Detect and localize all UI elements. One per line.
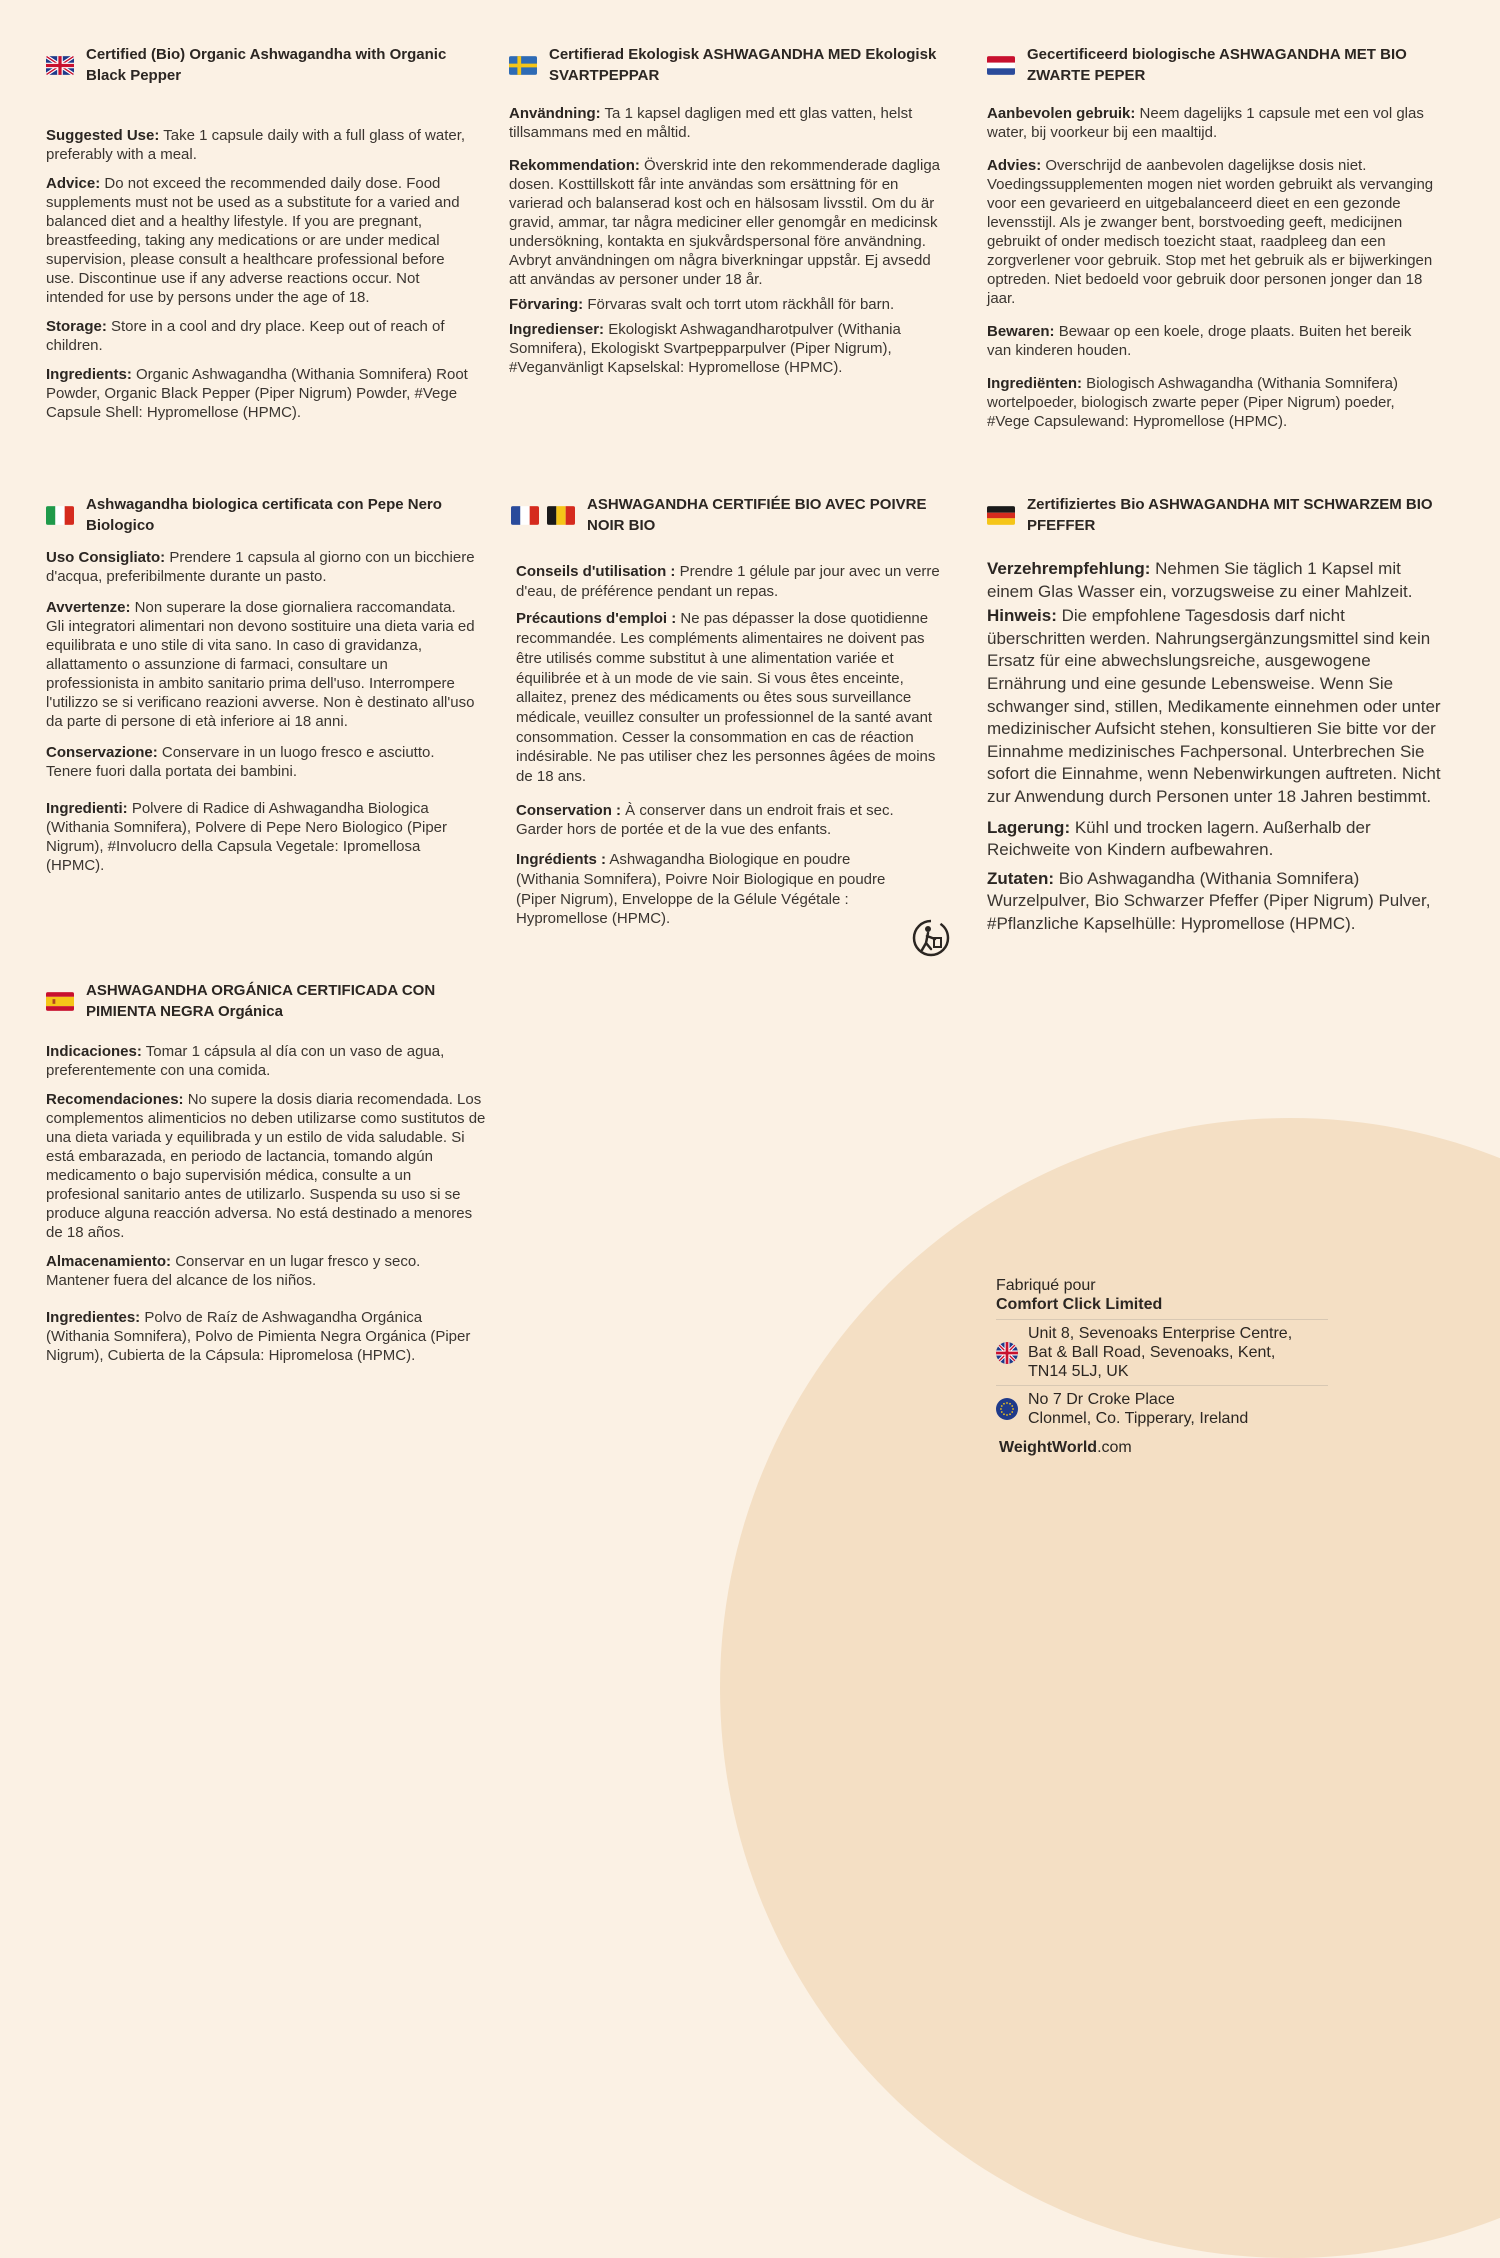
section-title: Ashwagandha biologica certificata con Pepe Nero Biologico <box>86 496 442 534</box>
spain-flag-icon <box>46 992 74 1011</box>
suggested-use: Verzehrempfehlung: Nehmen Sie täglich 1 Kapsel mit einem Glas Wasser ein, vorzugsweise zu einer Mahlzeit. <box>987 559 1413 601</box>
uk-flag-icon <box>46 56 74 75</box>
address-line: Unit 8, Sevenoaks Enterprise Centre, <box>1028 1325 1293 1342</box>
eu-flag-icon <box>996 1398 1018 1420</box>
storage: Conservation : À conserver dans un endroit frais et sec. Garder hors de portée et de la vue des enfants. <box>516 801 894 839</box>
manufacturer-info <box>996 1276 1328 1457</box>
ingredients: Ingredienti: Polvere di Radice di Ashwagandha Biologica (Withania Somnifera), Polvere di Pepe Nero Biologico (Piper Nigrum), #Involucro della Capsula Vegetale: Ipromellosa (HPMC). <box>46 800 448 874</box>
italy-flag-icon <box>46 506 74 525</box>
ingredients: Ingredients: Organic Ashwagandha (Withania Somnifera) Root Powder, Organic Black Pepper (Piper Nigrum) Powder, #Vege Capsule Shell: Hypromellose (HPMC). <box>46 366 468 421</box>
section-title: Certified (Bio) Organic Ashwagandha with Organic Black Pepper <box>86 46 447 84</box>
section-title: Certifierad Ekologisk ASHWAGANDHA MED Ekologisk SVARTPEPPAR <box>549 46 937 84</box>
section-spanish <box>46 980 486 1365</box>
uk-address <box>996 1319 1328 1385</box>
sweden-flag-icon <box>509 56 537 75</box>
storage: Lagerung: Kühl und trocken lagern. Außerhalb der Reichweite von Kindern aufbewahren. <box>987 817 1371 860</box>
section-title: ASHWAGANDHA ORGÁNICA CERTIFICADA CON PIMIENTA NEGRA Orgánica <box>86 982 436 1020</box>
ingredients: Ingrédients : Ashwagandha Biologique en poudre (Withania Somnifera), Poivre Noir Biologique en poudre (Piper Nigrum), Enveloppe de la Gélule Végétale : Hypromellose (HPMC). <box>516 851 886 928</box>
advice: Avvertenze: Non superare la dose giornaliera raccomandata. Gli integratori alimentari non devono sostituire una dieta varia ed equilibrata e uno stile di vita sano. In caso di gravidanza, allattamento o assunzione di farmaci, consultare un professionista in ambito sanitario prima dell'uso. Interrompere l'utilizzo se si verificano reazioni avverse. Non è destinato all'uso da parte di persone di età inferiore ai 18 anni. <box>46 599 475 730</box>
netherlands-flag-icon <box>987 56 1015 75</box>
address-line: Clonmel, Co. Tipperary, Ireland <box>1028 1410 1249 1427</box>
advice: Précautions d'emploi : Ne pas dépasser la dose quotidienne recommandée. Les compléments alimentaires ne doivent pas être utilisés comme substitut à une alimentation variée et équilibrée et à un mode de vie sain. Si vous êtes enceinte, allaitez, prenez des médicaments ou êtes sous surveillance médicale, veuillez consulter un professionnel de la santé avant consommation. Cesser la consommation en cas de réaction indésirable. Ne pas utiliser chez les personnes âgées de moins de 18 ans. <box>516 610 936 786</box>
suggested-use: Aanbevolen gebruik: Neem dagelijks 1 capsule met een vol glas water, bij voorkeur bij een maaltijd. <box>987 105 1424 141</box>
advice: Recomendaciones: No supere la dosis diaria recomendada. Los complementos alimenticios no deben utilizarse como sustitutos de una dieta variada y equilibrada y un estilo de vida saludable. Si está embarazada, en periodo de lactancia, tomando algún medicamento o bajo supervisión médica, consulte a un profesional sanitario antes de utilizarlo. Suspenda su uso si se produce alguna reacción adversa. No está destinado a menores de 18 años. <box>46 1091 486 1241</box>
ingredients: Ingrediënten: Biologisch Ashwagandha (Withania Somnifera) wortelpoeder, biologisch zwarte peper (Piper Nigrum) poeder, #Vege Capsulewand: Hypromellose (HPMC). <box>987 375 1399 430</box>
belgium-flag-icon <box>547 506 575 525</box>
suggested-use: Indicaciones: Tomar 1 cápsula al día con un vaso de agua, preferentemente con una comida. <box>46 1043 445 1079</box>
storage: Bewaren: Bewaar op een koele, droge plaats. Buiten het bereik van kinderen houden. <box>987 323 1412 359</box>
section-title: ASHWAGANDHA CERTIFIÉE BIO AVEC POIVRE NOIR BIO <box>587 496 927 534</box>
eu-address <box>996 1385 1328 1432</box>
brand-url: WeightWorld.com <box>999 1439 1132 1456</box>
suggested-use: Användning: Ta 1 kapsel dagligen med ett glas vatten, helst tillsammans med en måltid. <box>509 105 913 141</box>
storage: Conservazione: Conservare in un luogo fresco e asciutto. Tenere fuori dalla portata dei bambini. <box>46 744 435 780</box>
advice: Rekommendation: Överskrid inte den rekommenderade dagliga dosen. Kosttillskott får inte användas som ersättning för en varierad och balanserad kost och en hälsosam livsstil. Om du är gravid, ammar, tar några mediciner eller genomgår en medicinsk undersökning, kontakta en sjukvårdspersonal före användning. Avbryt användningen om några biverkningar uppstår. Ej avsedd att användas av personer under 18 år. <box>509 157 941 288</box>
section-italian <box>46 494 478 875</box>
ingredients: Ingredienser: Ekologiskt Ashwagandharotpulver (Withania Somnifera), Ekologiskt Svartpepparpulver (Piper Nigrum), #Veganvänligt Kapselskal: Hypromellose (HPMC). <box>509 321 901 376</box>
address-line: TN14 5LJ, UK <box>1028 1363 1129 1380</box>
made-for-label: Fabriqué pour <box>996 1277 1096 1294</box>
address-line: Bat & Ball Road, Sevenoaks, Kent, <box>1028 1344 1276 1361</box>
suggested-use: Conseils d'utilisation : Prendre 1 gélule par jour avec un verre d'eau, de préférence pendant un repas. <box>516 563 940 600</box>
section-swedish <box>509 44 949 377</box>
france-flag-icon <box>511 506 539 525</box>
section-dutch <box>987 44 1437 431</box>
ingredients: Zutaten: Bio Ashwagandha (Withania Somnifera) Wurzelpulver, Bio Schwarzer Pfeffer (Piper Nigrum) Pulver, #Pflanzliche Kapselhülle: Hypromellose (HPMC). <box>987 868 1431 933</box>
suggested-use: Suggested Use: Take 1 capsule daily with a full glass of water, preferably with a meal. <box>46 127 466 163</box>
advice: Advies: Overschrijd de aanbevolen dagelijkse dosis niet. Voedingssupplementen mogen niet worden gebruikt als vervanging voor een gevarieerd en uitgebalanceerd dieet en een gezonde levensstijl. Als je zwanger bent, borstvoeding geeft, medicijnen gebruikt of onder medisch toezicht staat, raadpleeg dan een zorgverlener voor gebruik. Stop met het gebruik als er bijwerkingen optreden. Niet bedoeld voor gebruik door personen jonger dan 18 jaar. <box>987 157 1434 307</box>
recycling-person-icon <box>911 918 951 958</box>
storage: Storage: Store in a cool and dry place. Keep out of reach of children. <box>46 318 445 354</box>
section-english <box>46 44 476 422</box>
germany-flag-icon <box>987 506 1015 525</box>
company-name: Comfort Click Limited <box>996 1296 1163 1313</box>
ingredients: Ingredientes: Polvo de Raíz de Ashwagandha Orgánica (Withania Somnifera), Polvo de Pimienta Negra Orgánica (Piper Nigrum), Cubierta de la Cápsula: Hipromelosa (HPMC). <box>46 1309 471 1364</box>
storage: Förvaring: Förvaras svalt och torrt utom räckhåll för barn. <box>509 296 895 313</box>
advice: Hinweis: Die empfohlene Tagesdosis darf nicht überschritten werden. Nahrungsergänzungsmittel sind kein Ersatz für eine abwechslungsreiche, ausgewogene Ernährung und eine gesunde Lebensweise. Wenn Sie schwanger sind, stillen, Medikamente einnehmen oder unter medizinischer Aufsicht stehen, konsultieren Sie bitte vor der Einnahme medizinisches Fachpersonal. Unterbrechen Sie sofort die Einnahme, wenn Nebenwirkungen auftreten. Nicht zur Anwendung durch Personen unter 18 Jahren bestimmt. <box>987 606 1441 806</box>
storage: Almacenamiento: Conservar en un lugar fresco y seco. Mantener fuera del alcance de los niños. <box>46 1253 421 1289</box>
section-french <box>511 494 943 929</box>
section-title: Gecertificeerd biologische ASHWAGANDHA MET BIO ZWARTE PEPER <box>1027 46 1407 84</box>
advice: Advice: Do not exceed the recommended daily dose. Food supplements must not be used as a substitute for a varied and balanced diet and a healthy lifestyle. If you are pregnant, breastfeeding, taking any medications or are under medical supervision, please consult a healthcare professional before use. Discontinue use if any adverse reactions occur. Not intended for use by persons under the age of 18. <box>46 175 460 306</box>
section-title: Zertifiziertes Bio ASHWAGANDHA MIT SCHWARZEM BIO PFEFFER <box>1027 496 1433 534</box>
uk-round-flag-icon <box>996 1342 1018 1364</box>
section-german <box>987 494 1447 936</box>
suggested-use: Uso Consigliato: Prendere 1 capsula al giorno con un bicchiere d'acqua, preferibilmente durante un pasto. <box>46 549 475 585</box>
address-line: No 7 Dr Croke Place <box>1028 1391 1175 1408</box>
